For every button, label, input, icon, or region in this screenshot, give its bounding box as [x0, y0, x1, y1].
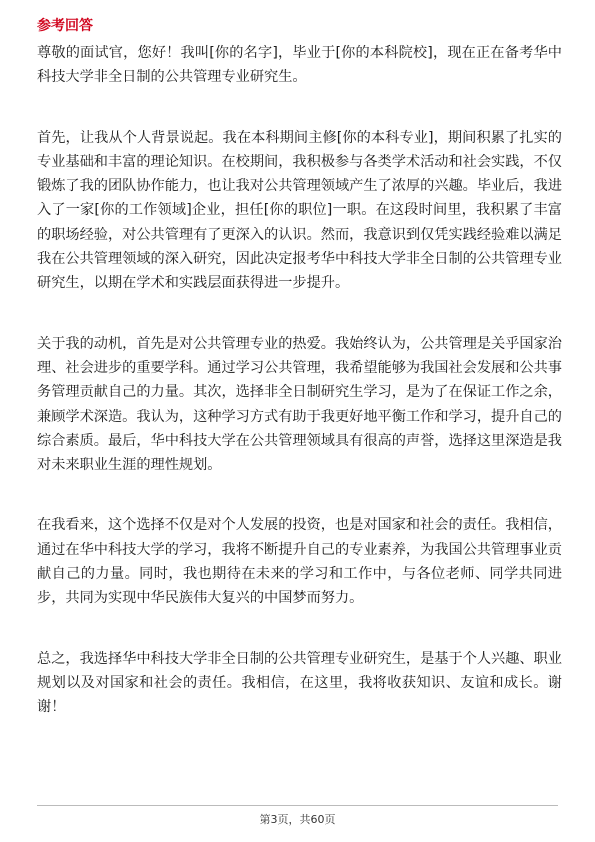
paragraph-responsibility: 在我看来，这个选择不仅是对个人发展的投资，也是对国家和社会的责任。我相信，通过在华中科技大学的学习，我将不断提升自己的专业素养，为我国公共管理事业贡献自己的力量。同时，我也期待在未来的学习和工作中，与各位老师、同学共同进步，共同为实现中华民族伟大复兴的中国梦而努力。 — [37, 517, 562, 607]
answer-body — [37, 41, 562, 756]
footer-divider — [37, 805, 558, 806]
paragraph-motivation: 关于我的动机，首先是对公共管理专业的热爱。我始终认为，公共管理是关乎国家治理、社会进步的重要学科。通过学习公共管理，我希望能够为我国社会发展和公共事务管理贡献自己的力量。其次，选择非全日制研究生学习，是为了在保证工作之余，兼顾学术深造。我认为，这种学习方式有助于我更好地平衡工作和学习，提升自己的综合素质。最后，华中科技大学在公共管理领域具有很高的声誉，选择这里深造是我对未来职业生涯的理性规划。 — [37, 335, 562, 474]
page-number: 第3页，共60页 — [259, 813, 336, 826]
paragraph-conclusion: 总之，我选择华中科技大学非全日制的公共管理专业研究生，是基于个人兴趣、职业规划以及对国家和社会的责任。我相信，在这里，我将收获知识、友谊和成长。谢谢！ — [37, 650, 562, 716]
paragraph-background: 首先，让我从个人背景说起。我在本科期间主修[你的本科专业]，期间积累了扎实的专业基础和丰富的理论知识。在校期间，我积极参与各类学术活动和社会实践，不仅锻炼了我的团队协作能力，也让我对公共管理领域产生了浓厚的兴趣。毕业后，我进入了一家[你的工作领域]企业，担任[你的职位]一职。在这段时间里，我积累了丰富的职场经验，对公共管理有了更深入的认识。然而，我意识到仅凭实践经验难以满足我在公共管理领域的深入研究，因此决定报考华中科技大学非全日制的公共管理专业研究生，以期在学术和实践层面获得进一步提升。 — [37, 129, 562, 292]
paragraph-intro: 尊敬的面试官，您好！我叫[你的名字]，毕业于[你的本科院校]，现在正在备考华中科技大学非全日制的公共管理专业研究生。 — [37, 45, 562, 86]
section-heading: 参考回答 — [37, 18, 93, 34]
